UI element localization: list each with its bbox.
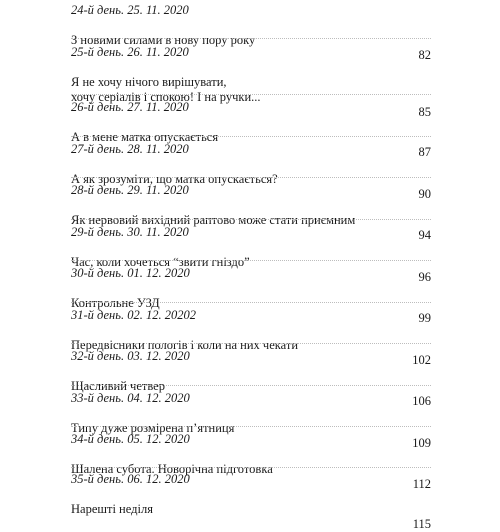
toc-entry-page-number: 94 bbox=[418, 228, 431, 242]
toc-entry-page-number: 112 bbox=[412, 477, 431, 491]
toc-entry-page-number: 85 bbox=[418, 105, 431, 119]
toc-entry-title: Як нервовий вихідний раптово може стати приємним bbox=[71, 213, 356, 227]
toc-entry-title: З новими силами в нову пору року bbox=[71, 33, 256, 47]
entry-divider bbox=[71, 219, 431, 220]
toc-entry-date: 31-й день. 02. 12. 20202 bbox=[71, 308, 196, 322]
toc-entry-page-number: 96 bbox=[418, 270, 431, 284]
toc-entry-title: Контрольне УЗД bbox=[71, 296, 160, 310]
entry-divider bbox=[71, 177, 431, 178]
toc-entry-date: 32-й день. 03. 12. 2020 bbox=[71, 349, 190, 363]
toc-entry-page-number: 87 bbox=[418, 145, 431, 159]
toc-entry-date: 25-й день. 26. 11. 2020 bbox=[71, 45, 189, 59]
entry-divider bbox=[71, 343, 431, 344]
toc-entry-title: А як зрозуміти, що матка опускається? bbox=[71, 172, 278, 186]
toc-entry-title: А в мене матка опускається bbox=[71, 130, 219, 144]
entry-divider bbox=[71, 302, 431, 303]
toc-entry-title: Нарешті неділя bbox=[71, 502, 153, 516]
entry-divider bbox=[71, 136, 431, 137]
entry-divider bbox=[71, 385, 431, 386]
toc-entry-title: Передвісники пологів і коли на них чекати bbox=[71, 338, 299, 352]
toc-entry-date: 24-й день. 25. 11. 2020 bbox=[71, 3, 189, 17]
toc-entry-page-number: 106 bbox=[412, 394, 431, 408]
toc-entry bbox=[71, 472, 431, 532]
toc-entry-date: 29-й день. 30. 11. 2020 bbox=[71, 225, 189, 239]
toc-entry-date: 28-й день. 29. 11. 2020 bbox=[71, 183, 189, 197]
toc-entry-title: Шалена субота. Новорічна підготовка bbox=[71, 462, 273, 476]
toc-entry-page-number: 82 bbox=[418, 48, 431, 62]
toc-entry-page-number: 102 bbox=[412, 353, 431, 367]
toc-entry-page-number: 99 bbox=[418, 311, 431, 325]
entry-divider bbox=[71, 94, 431, 95]
toc-entry-title-row bbox=[71, 487, 431, 532]
toc-entry-date: 26-й день. 27. 11. 2020 bbox=[71, 100, 189, 114]
toc-entry-title: Я не хочу нічого вирішувати, хочу серіалів і спокою! І на ручки... bbox=[71, 75, 261, 104]
entry-divider bbox=[71, 426, 431, 427]
toc-entry-date: 34-й день. 05. 12. 2020 bbox=[71, 432, 190, 446]
toc-entry-title: Час, коли хочеться “звити гніздо” bbox=[71, 255, 250, 269]
entry-divider bbox=[71, 38, 431, 39]
toc-entry-date: 33-й день. 04. 12. 2020 bbox=[71, 391, 190, 405]
toc-entry-title: Щасливий четвер bbox=[71, 379, 165, 393]
toc-entry-title: Типу дуже розмірена п’ятниця bbox=[71, 421, 235, 435]
toc-entry-date: 35-й день. 06. 12. 2020 bbox=[71, 472, 190, 486]
toc-entry-page-number: 90 bbox=[418, 187, 431, 201]
toc-entry-date: 27-й день. 28. 11. 2020 bbox=[71, 142, 189, 156]
toc-entry-page-number: 115 bbox=[412, 517, 431, 531]
entry-divider bbox=[71, 260, 431, 261]
toc-entry-page-number: 109 bbox=[412, 436, 431, 450]
toc-entry-date: 30-й день. 01. 12. 2020 bbox=[71, 266, 190, 280]
entry-divider bbox=[71, 467, 431, 468]
